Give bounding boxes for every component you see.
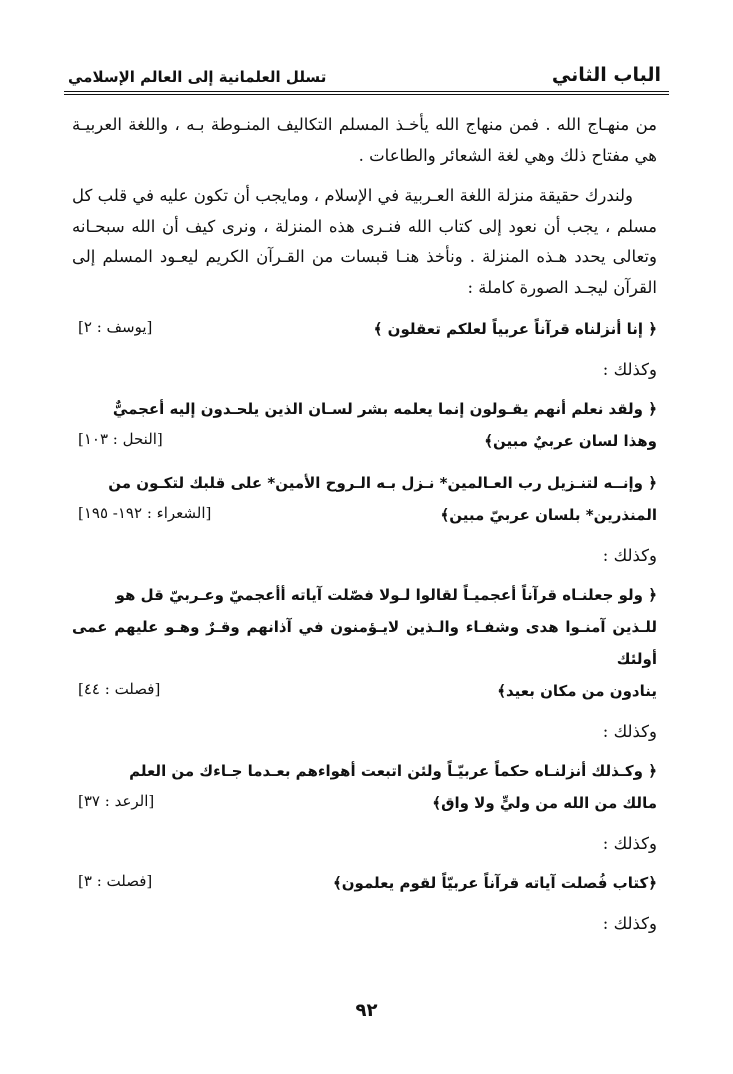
quote-reference: [فصلت : ٤٤] bbox=[78, 680, 161, 698]
page-body bbox=[72, 110, 657, 947]
quote-line: للـذين آمنـوا هدى وشفـاء والـذين لايـؤمنون في آذانهم وقـرٌ وهـو عليهم عمى أولئك bbox=[72, 618, 657, 668]
quote-reference: [يوسف : ٢] bbox=[78, 318, 153, 336]
running-header bbox=[68, 46, 661, 86]
chapter-title: الباب الثاني bbox=[551, 64, 661, 86]
connector-text: وكذلك : bbox=[602, 914, 657, 933]
quote-line: ﴿كتاب فُصلت آياته قرآناً عربيّاً لقوم يعلمون﴾ bbox=[332, 874, 657, 892]
paragraph: من منهـاج الله . فمن منهاج الله يأخـذ المسلم التكاليف المنـوطة بـه ، واللغة العربيـة هي مفتاح ذلك وهي لغة الشعائر والطاعات . bbox=[72, 115, 657, 165]
page-number: ٩٢ bbox=[355, 1000, 378, 1021]
quote-line: المنذرين* بلسان عربيّ مبين﴾ bbox=[440, 506, 657, 524]
book-title: تسلل العلمانية إلى العالم الإسلامي bbox=[68, 68, 327, 86]
quote-reference: [النحل : ١٠٣] bbox=[78, 430, 163, 448]
paragraph: ولندرك حقيقة منزلة اللغة العـربية في الإسلام ، ومايجب أن تكون عليه في قلب كل مسلم ، يجب أن نعود إلى كتاب الله فنـرى هذه المنزلة ، ونرى كيف أن الله سبحـانه وتعالى يحدد هـذه المنزلة . ونأخذ هنـا قبسات من القـرآن الكريم ليعـود المسلم إلى القرآن ليجـد الصورة كاملة : bbox=[72, 186, 657, 297]
quran-quote bbox=[72, 867, 657, 899]
quote-reference: [الرعد : ٣٧] bbox=[78, 792, 155, 810]
connector-text: وكذلك : bbox=[602, 360, 657, 379]
quote-line: ﴿ ولقد نعلم أنهم يقـولون إنما يعلمه بشر لسـان الذين يلحـدون إليه أعجميٌّ bbox=[112, 400, 657, 418]
quote-line: ﴿ وكـذلك أنزلنـاه حكماً عربيّـاً ولئن اتبعت أهواءهم بعـدما جـاءك من العلم bbox=[129, 762, 657, 780]
quote-line: ﴿ وإنــه لتنـزيل رب العـالمين* نـزل بـه الـروح الأمين* على قلبك لتكـون من bbox=[108, 474, 657, 492]
quran-quote bbox=[72, 467, 657, 531]
quote-line: وهذا لسان عربيٌ مبين﴾ bbox=[484, 432, 657, 450]
quote-line: ﴿ إنا أنزلناه قرآناً عربياً لعلكم تعقلون ﴾ bbox=[373, 320, 657, 338]
connector-text: وكذلك : bbox=[602, 546, 657, 565]
quote-reference: [الشعراء : ١٩٢- ١٩٥] bbox=[78, 504, 212, 522]
connector-text: وكذلك : bbox=[602, 834, 657, 853]
quran-quote bbox=[72, 393, 657, 457]
header-rule bbox=[64, 91, 669, 95]
quote-line: ينادون من مكان بعيد﴾ bbox=[497, 682, 657, 700]
quote-reference: [فصلت : ٣] bbox=[78, 872, 153, 890]
quran-quote bbox=[72, 755, 657, 819]
quran-quote bbox=[72, 313, 657, 345]
quote-line: ﴿ ولو جعلنـاه قرآناً أعجميـاً لقالوا لـولا فصّلت آياته أأعجميّ وعـربيّ قل هو bbox=[115, 586, 657, 604]
quran-quote bbox=[72, 579, 657, 707]
quote-line: مالك من الله من وليٍّ ولا واق﴾ bbox=[432, 794, 657, 812]
connector-text: وكذلك : bbox=[602, 722, 657, 741]
